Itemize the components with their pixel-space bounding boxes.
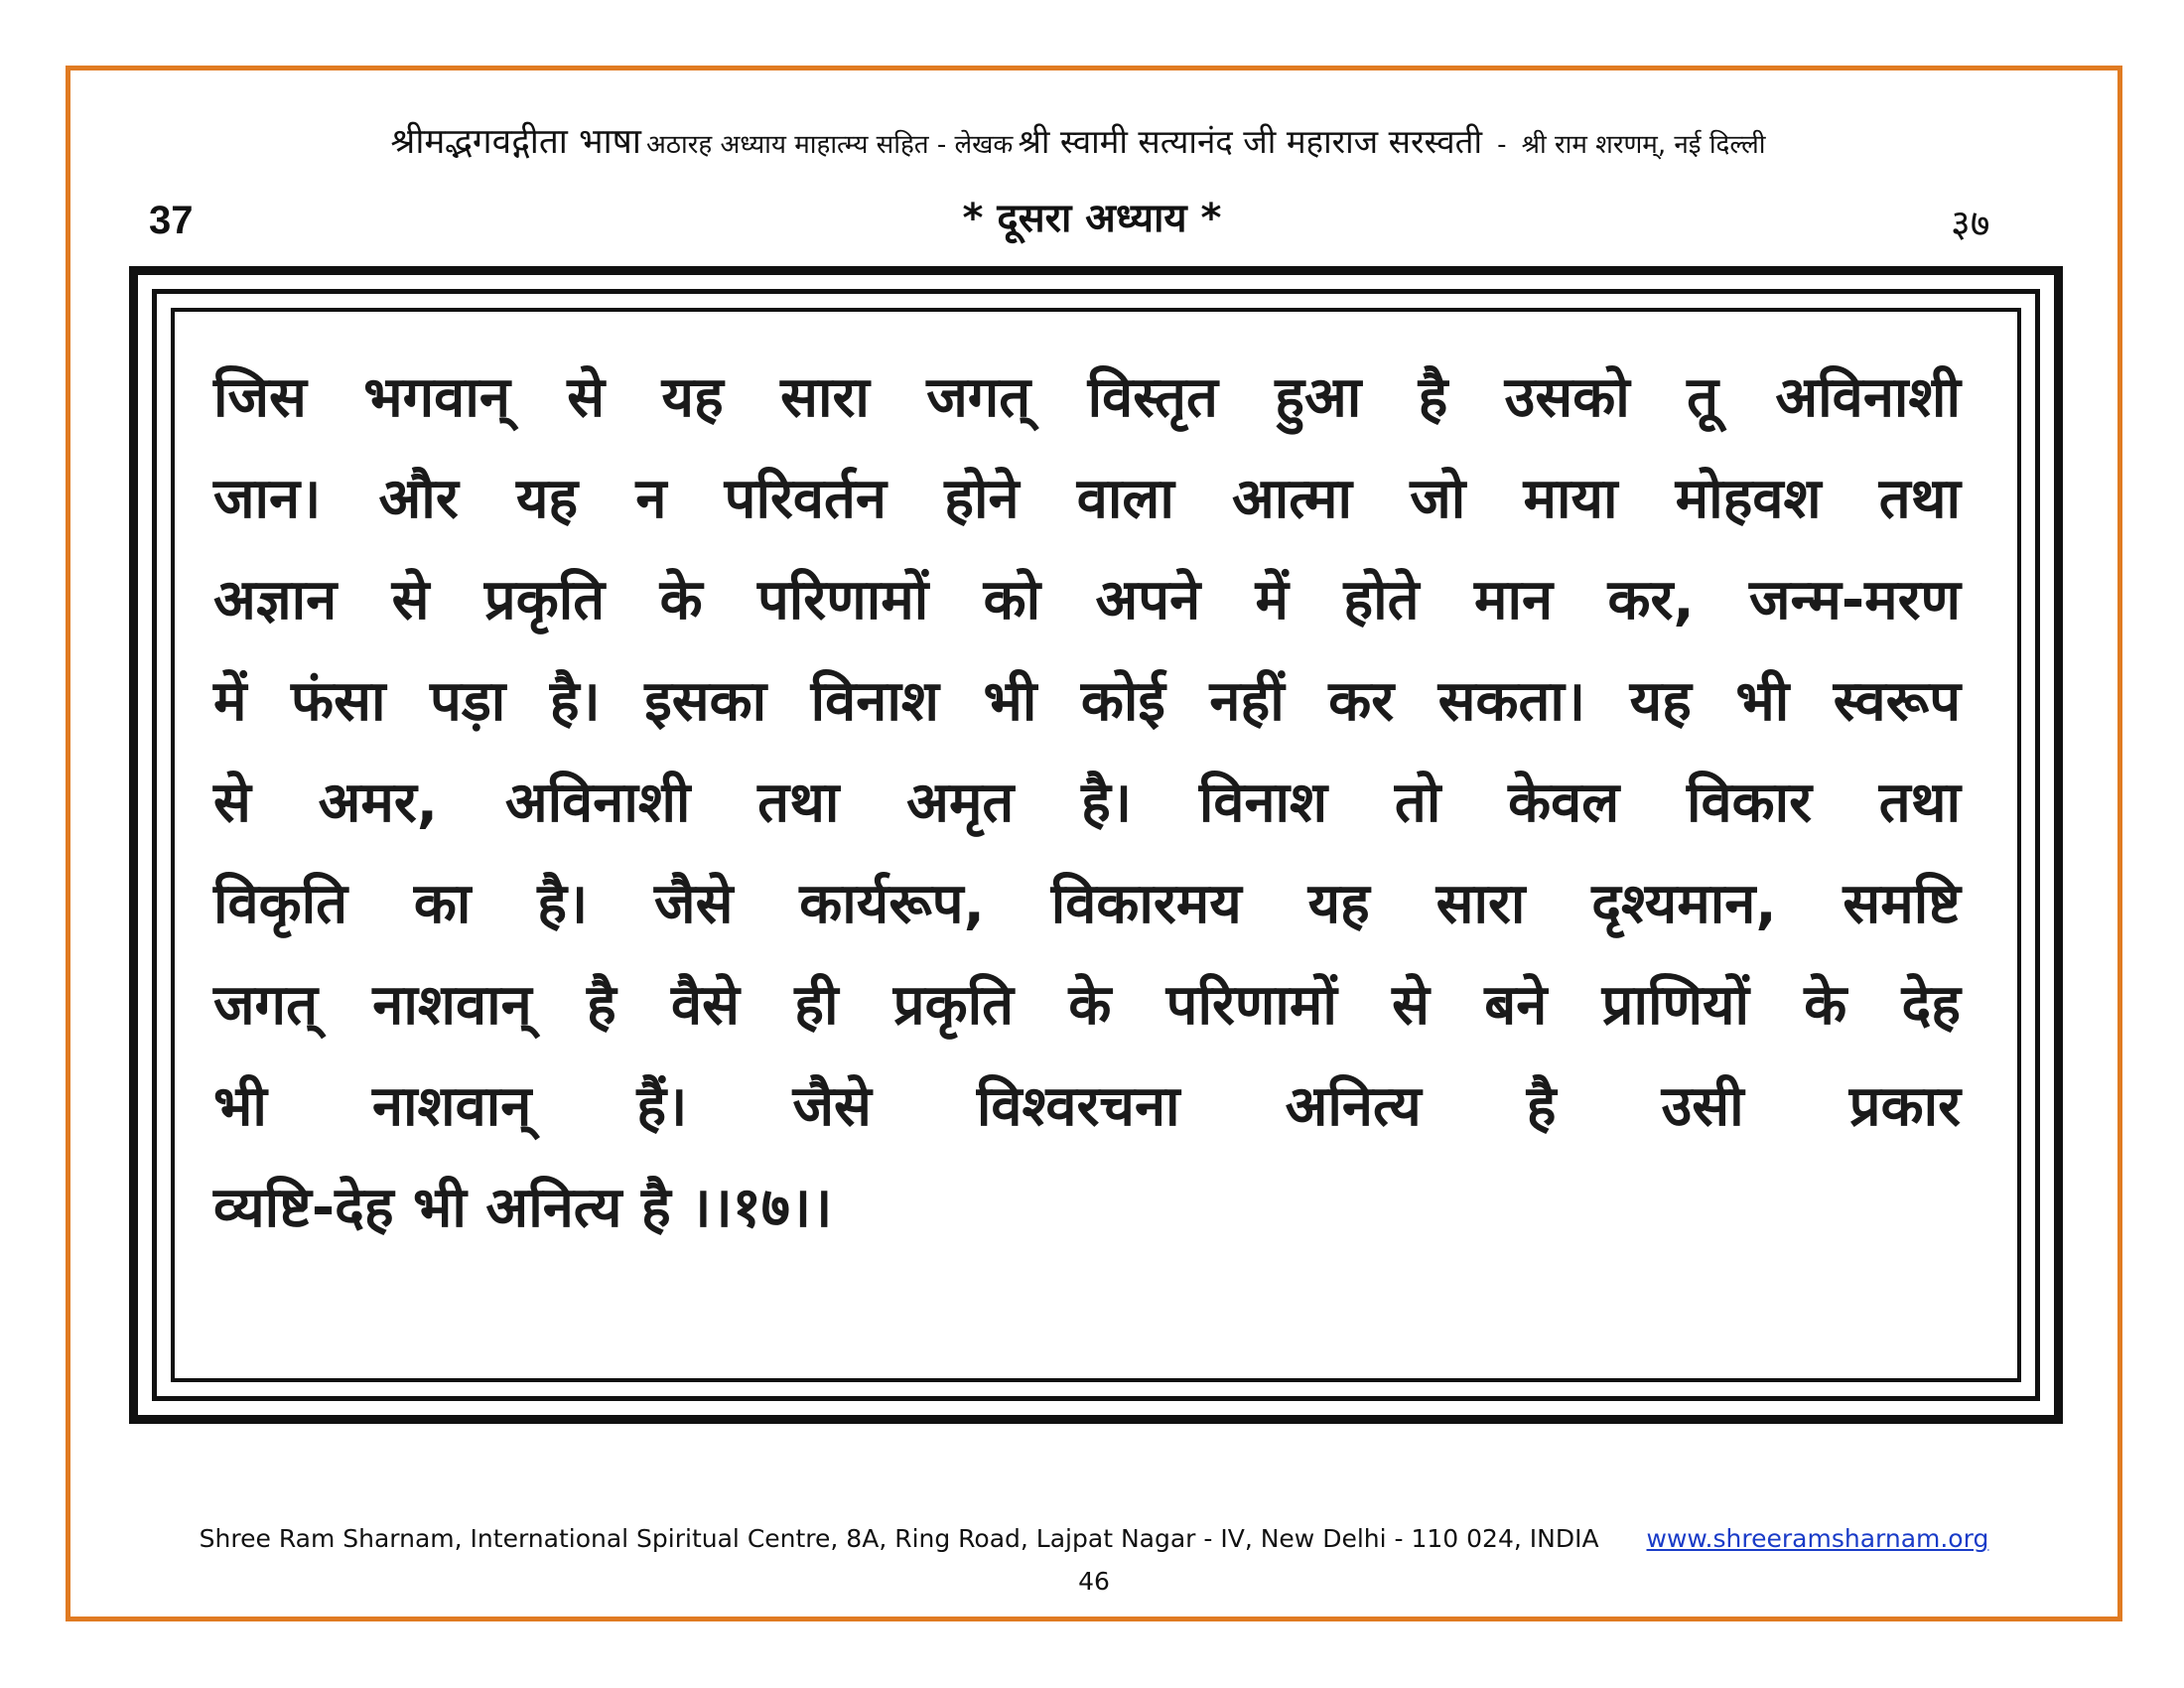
website-link[interactable]: www.shreeramsharnam.org [1646,1524,1989,1553]
original-page-number-devanagari: ३७ [1951,202,1990,245]
verse-line: जान। और यह न परिवर्तन होने वाला आत्मा जो माया मोहवश तथा [213,467,1961,531]
verse-line: से अमर, अविनाशी तथा अमृत है। विनाश तो केवल विकार तथा [213,771,1961,835]
verse-line: में फंसा पड़ा है। इसका विनाश भी कोई नहीं कर सकता। यह भी स्वरूप [213,669,1961,734]
verse-line: व्यष्टि-देह भी अनित्य है ।।१७।। [213,1176,833,1240]
book-subtitle: अठारह अध्याय माहात्म्य सहित - लेखक [646,130,1014,160]
book-title: श्रीमद्भगवद्गीता भाषा [390,122,641,162]
verse-line: जगत् नाशवान् है वैसे ही प्रकृति के परिणामों से बने प्राणियों के देह [213,973,1961,1038]
original-page-number: 37 [149,199,194,242]
book-header [66,117,2091,164]
footer-address: Shree Ram Sharnam, International Spiritual Centre, 8A, Ring Road, Lajpat Nagar - IV, New Delhi - 110 024, INDIA [199,1524,1599,1553]
header-separator: - [1497,130,1507,160]
pdf-page-number: 46 [1078,1567,1110,1596]
book-publisher: श्री राम शरणम्, नई दिल्ली [1521,130,1766,160]
book-author: श्री स्वामी सत्यानंद जी महाराज सरस्वती [1018,122,1482,161]
verse-line: जिस भगवान् से यह सारा जगत् विस्तृत हुआ है उसको तू अविनाशी [213,365,1961,430]
verse-line: भी नाशवान् हैं। जैसे विश्वरचना अनित्य है उसी प्रकार [213,1074,1961,1139]
verse-text [213,348,1961,1259]
verse-line: अज्ञान से प्रकृति के परिणामों को अपने में होते मान कर, जन्म-मरण [213,568,1961,633]
verse-line: विकृति का है। जैसे कार्यरूप, विकारमय यह सारा दृश्यमान, समष्टि [213,872,1961,936]
footer [66,1524,2122,1553]
chapter-title: * दूसरा अध्याय * [962,196,1222,241]
